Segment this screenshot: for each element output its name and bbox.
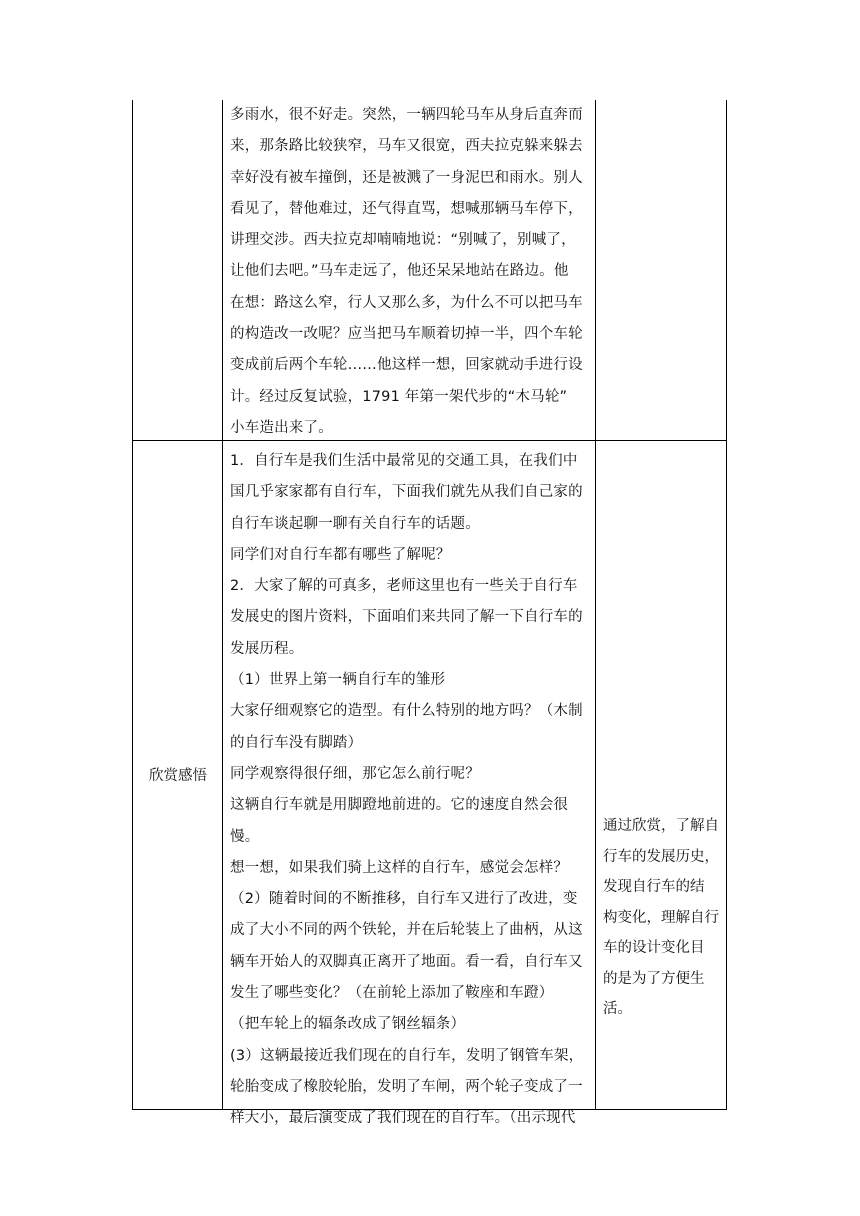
process-line: 大家仔细观察它的造型。有什么特别的地方吗？（木制 [230,703,583,720]
table-column-divider-1 [222,100,223,1110]
story-line: 让他们去吧。”马车走远了，他还呆呆地站在路边。他 [230,263,569,280]
story-line: 多雨水，很不好走。突然，一辆四轮马车从身后直奔而 [230,107,583,123]
story-line: 来，那条路比较狭窄，马车又很宽，西夫拉克躲来躲去 [230,138,583,155]
story-line: 在想：路这么窄，行人又那么多，为什么不可以把马车 [230,294,583,311]
process-line: （1）世界上第一辆自行车的雏形 [230,672,446,689]
process-line: 国几乎家家都有自行车，下面我们就先从我们自己家的 [230,484,583,501]
process-line: 想一想，如果我们骑上这样的自行车，感觉会怎样？ [230,859,569,876]
process-line: （把车轮上的辐条改成了钢丝辐条） [230,1016,466,1033]
intent-line: 活。 [603,1001,632,1017]
table-border-left [132,100,133,1110]
intent-line: 行车的发展历史， [603,848,719,865]
process-line: 慢。 [230,828,260,845]
story-line: 幸好没有被车撞倒，还是被溅了一身泥巴和雨水。别人 [230,169,583,186]
process-line: 的自行车没有脚踏） [230,734,363,751]
process-line: 成了大小不同的两个铁轮，并在后轮装上了曲柄，从这 [230,922,583,939]
process-line: 同学观察得很仔细，那它怎么前行呢？ [230,765,480,782]
table-border-right [726,100,727,1110]
process-line: 发展史的图片资料，下面咱们来共同了解一下自行车的 [230,609,583,626]
process-line: 发生了哪些变化？（在前轮上添加了鞍座和车蹬） [230,985,554,1002]
process-line: 自行车谈起聊一聊有关自行车的话题。 [230,515,480,532]
story-line: 小车造出来了。 [230,419,333,436]
process-line: 2．大家了解的可真多，老师这里也有一些关于自行车 [230,578,578,595]
process-line: 同学们对自行车都有哪些了解呢？ [230,546,451,563]
story-text-cell [230,100,592,444]
intent-line: 构变化，理解自行 [603,909,719,926]
intent-line: 通过欣赏，了解自 [603,818,719,834]
process-line: 1．自行车是我们生活中最常见的交通工具，在我们中 [230,453,578,469]
process-line: 辆车开始人的双脚真正离开了地面。看一看，自行车又 [230,953,583,970]
process-line: 样大小，最后演变成了我们现在的自行车。（出示现代 [230,1110,576,1127]
process-line: 这辆自行车就是用脚蹬地前进的。它的速度自然会很 [230,797,569,814]
intent-line: 的是为了方便生 [603,970,705,987]
teaching-process-cell [230,446,592,1135]
process-line: （2）随着时间的不断推移，自行车又进行了改进，变 [230,891,578,908]
intent-line: 车的设计变化目 [603,940,705,956]
story-line: 计。经过反复试验，1791 年第一架代步的“木马轮” [230,388,568,405]
table-column-divider-2 [595,100,596,1110]
process-line: 发展历程。 [230,640,304,657]
story-line: 看见了，替他难过，还气得直骂，想喊那辆马车停下， [230,200,583,217]
design-intent-cell [603,811,723,1025]
stage-label: 欣赏感悟 [149,768,207,784]
process-line: (3）这辆最接近我们现在的自行车，发明了钢管车架， [230,1047,584,1064]
story-line: 讲理交涉。西夫拉克却喃喃地说：“别喊了，别喊了， [230,232,576,249]
intent-line: 发现自行车的结 [603,879,705,895]
story-line: 变成前后两个车轮……他这样一想，回家就动手进行设 [230,357,583,374]
story-line: 的构造改一改呢？应当把马车顺着切掉一半，四个车轮 [230,326,583,343]
process-line: 轮胎变成了橡胶轮胎，发明了车闸，两个轮子变成了一 [230,1078,583,1095]
